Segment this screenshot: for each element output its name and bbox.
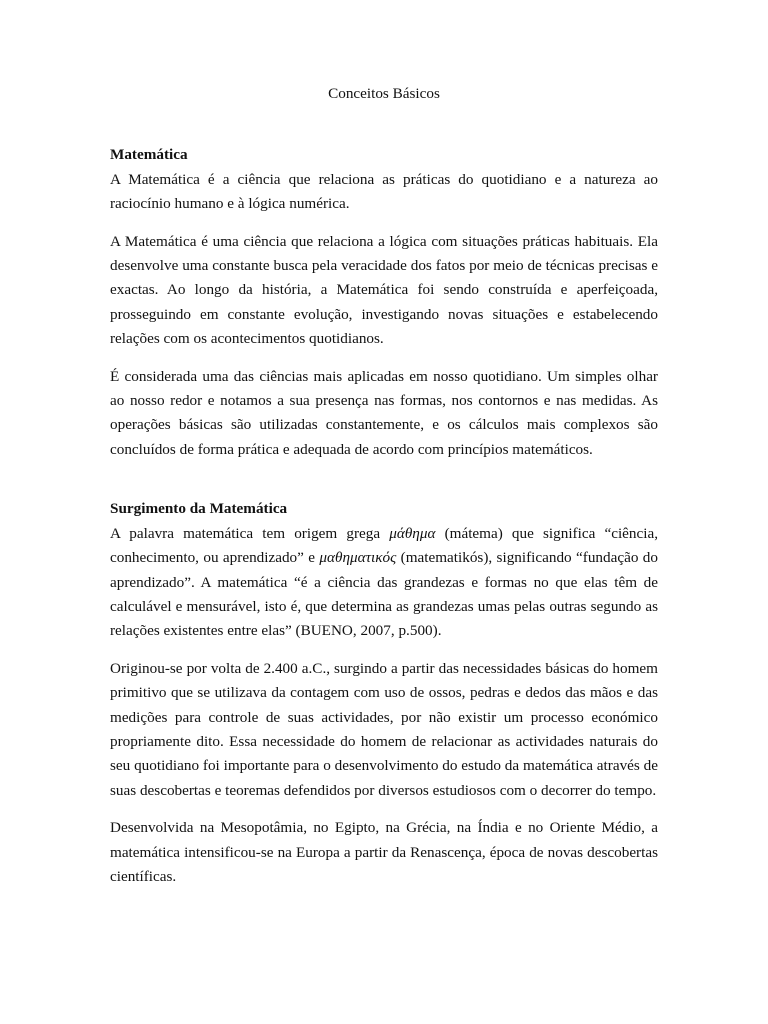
paragraph-development: Desenvolvida na Mesopotâmia, no Egipto, na Grécia, na Índia e no Oriente Médio, a matemática intensificou-se na Europa a partir da Renascença, época de novas descobertas científicas.: [110, 819, 658, 885]
paragraph-definition: A Matemática é a ciência que relaciona as práticas do quotidiano e a natureza ao raciocínio humano e à lógica numérica.: [110, 170, 658, 213]
greek-word-mathema: μάθημα: [389, 524, 436, 542]
paragraph-logic: A Matemática é uma ciência que relaciona a lógica com situações práticas habituais. Ela desenvolve uma constante busca pela veracidade dos fatos por meio de técnicas precisas e exactas. Ao longo da história, a Matemática foi sendo construída e aperfeiçoada, prosseguindo em constante evolução, investigando novas situações e estabelecendo relações com os acontecimentos quotidianos.: [110, 232, 658, 348]
etymology-text-3: (matematikós), significando “fundação do aprendizado”. A matemática “é a ciência das grandezas e formas no que elas têm de calculável e mensurável, isto é, que determina as grandezas umas pelas outras segundo as relações existentes entre elas” (BUENO, 2007, p.500).: [110, 549, 658, 640]
document-title: Conceitos Básicos: [328, 85, 440, 102]
section-heading-matematica: Matemática: [110, 146, 188, 164]
etymology-text-2: (mátema) que significa “ciência, conhecimento, ou aprendizado” e: [110, 524, 658, 567]
paragraph-everyday: É considerada uma das ciências mais aplicadas em nosso quotidiano. Um simples olhar ao nosso redor e notamos a sua presença nas formas, nos contornos e nas medidas. As operações básicas são utilizadas constantemente, e os cálculos mais complexos são concluídos de forma prática e adequada de acordo com princípios matemáticos.: [110, 367, 658, 458]
section-surgimento: [110, 497, 658, 889]
greek-word-mathematikos: μαθηματικός: [319, 549, 397, 567]
document-page: [110, 82, 658, 902]
section-matematica: [110, 143, 658, 462]
etymology-text-1: A palavra matemática tem origem grega: [110, 524, 390, 542]
section-heading-surgimento: Surgimento da Matemática: [110, 500, 288, 518]
paragraph-etymology: [110, 522, 658, 644]
paragraph-origin: Originou-se por volta de 2.400 a.C., surgindo a partir das necessidades básicas do homem primitivo que se utilizava da contagem com uso de ossos, pedras e dedos das mãos e das medições para controle de suas actividades, por não existir um processo económico propriamente dito. Essa necessidade do homem de relacionar as actividades naturais do seu quotidiano foi importante para o desenvolvimento do estudo da matemática através de suas descobertas e teoremas defendidos por diversos estudiosos com o decorrer do tempo.: [110, 659, 658, 799]
section-spacer: [110, 475, 658, 497]
